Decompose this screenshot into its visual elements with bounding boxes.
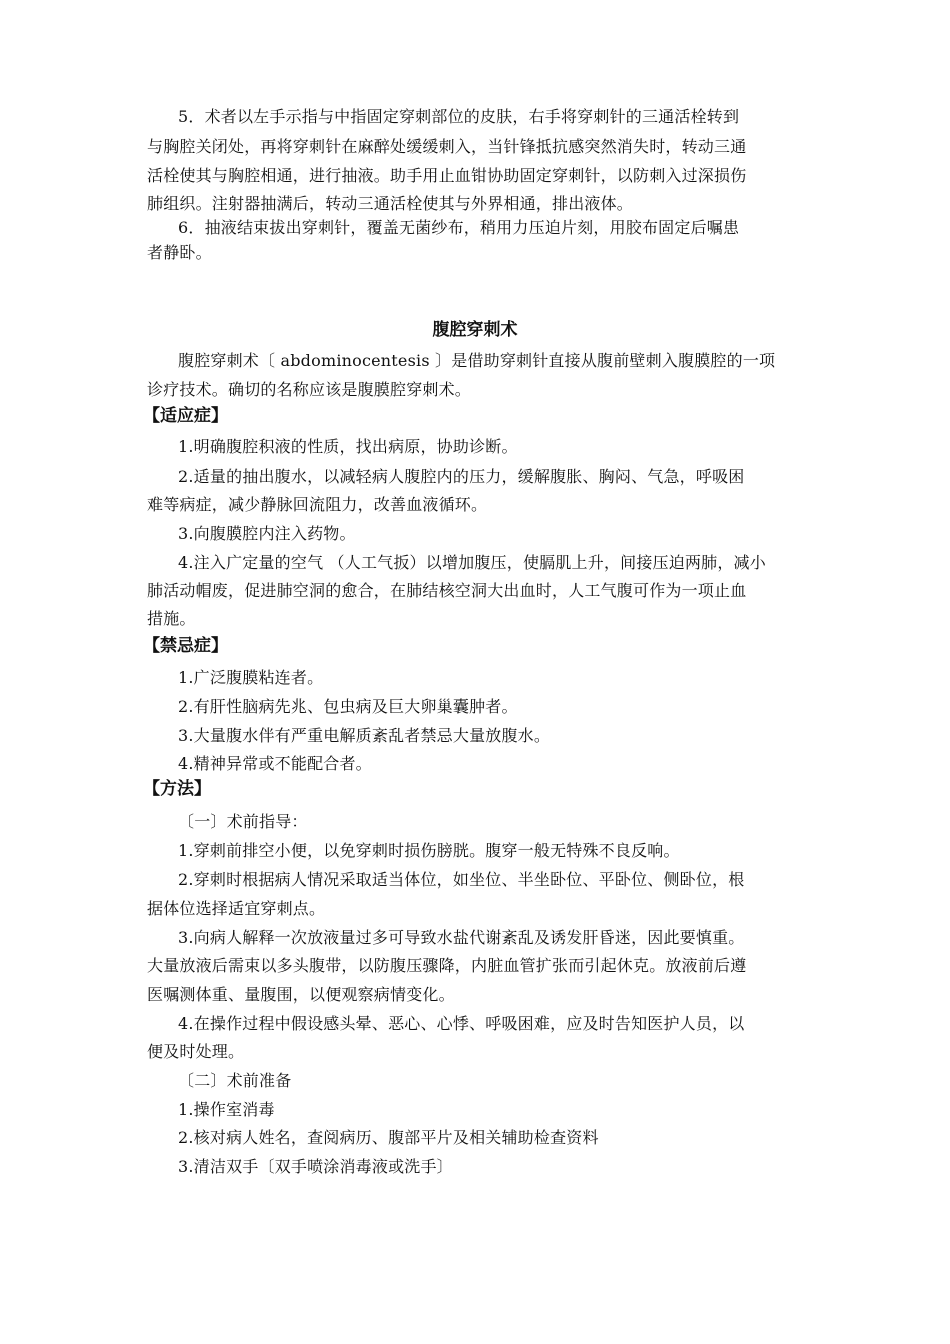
subheading: 〔二〕术前准备 (178, 1071, 292, 1090)
subheading: 〔一〕术前指导： (178, 812, 308, 831)
list-item: 2.有肝性脑病先兆、包虫病及巨大卵巢囊肿者。 (178, 697, 518, 716)
paragraph-line: 活栓使其与胸腔相通，进行抽液。助手用止血钳协助固定穿刺针，以防刺入过深损伤 (147, 166, 747, 185)
method-heading: 【方法】 (143, 779, 211, 799)
list-item-continuation: 难等病症，减少静脉回流阻力，改善血液循环。 (147, 495, 488, 514)
list-item: 1.明确腹腔积液的性质，找出病原，协助诊断。 (178, 437, 518, 456)
paragraph-line: 肺组织。注射器抽满后，转动三通活栓使其与外界相通，排出液体。 (147, 194, 634, 213)
list-item-continuation: 便及时处理。 (147, 1042, 245, 1061)
paragraph-line: 与胸腔关闭处，再将穿刺针在麻醉处缓缓刺入，当针锋抵抗感突然消失时，转动三通 (147, 137, 747, 156)
list-item: 3.清洁双手〔双手喷涂消毒液或洗手〕 (178, 1157, 453, 1176)
list-item: 1.广泛腹膜粘连者。 (178, 668, 324, 687)
list-item: 4.在操作过程中假设感头晕、恶心、心悸、呼吸困难，应及时告知医护人员，以 (178, 1014, 745, 1033)
list-item: 3.向腹膜腔内注入药物。 (178, 524, 356, 543)
paragraph-line: 5．术者以左手示指与中指固定穿刺部位的皮肤，右手将穿刺针的三通活栓转到 (178, 107, 740, 126)
list-item: 3.向病人解释一次放液量过多可导致水盐代谢紊乱及诱发肝昏迷，因此要慎重。 (178, 928, 745, 947)
paragraph-line: 者静卧。 (147, 243, 212, 262)
list-item: 4.注入广定量的空气 （人工气扳）以增加腹压，使膈肌上升，间接压迫两肺，减小 (178, 553, 766, 572)
list-item-continuation: 措施。 (147, 609, 196, 628)
list-item: 2.核对病人姓名，查阅病历、腹部平片及相关辅助检查资料 (178, 1128, 599, 1147)
list-item-continuation: 医嘱测体重、量腹围，以便观察病情变化。 (147, 985, 455, 1004)
list-item: 1.操作室消毒 (178, 1100, 275, 1119)
intro-line: 诊疗技术。确切的名称应该是腹膜腔穿刺术。 (147, 380, 472, 399)
list-item-continuation: 据体位选择适宜穿刺点。 (147, 899, 326, 918)
list-item-continuation: 肺活动帽废，促进肺空洞的愈合，在肺结核空洞大出血时，人工气腹可作为一项止血 (147, 581, 747, 600)
intro-line: 腹腔穿刺术〔 abdominocentesis 〕是借助穿刺针直接从腹前壁刺入腹膜腔的一项 (178, 351, 776, 370)
paragraph-line: 6．抽液结束拔出穿刺针，覆盖无菌纱布，稍用力压迫片刻，用胶布固定后嘱患 (178, 218, 740, 237)
indications-heading: 【适应症】 (143, 406, 228, 426)
section-title: 腹腔穿刺术 (432, 320, 518, 340)
list-item: 2.适量的抽出腹水，以减轻病人腹腔内的压力，缓解腹胀、胸闷、气急，呼吸困 (178, 467, 745, 486)
contraindications-heading: 【禁忌症】 (143, 636, 228, 656)
list-item-continuation: 大量放液后需束以多头腹带，以防腹压骤降，内脏血管扩张而引起休克。放液前后遵 (147, 956, 747, 975)
list-item: 2.穿刺时根据病人情况采取适当体位，如坐位、半坐卧位、平卧位、侧卧位，根 (178, 870, 745, 889)
list-item: 1.穿刺前排空小便，以免穿刺时损伤膀胱。腹穿一般无特殊不良反响。 (178, 841, 680, 860)
list-item: 3.大量腹水伴有严重电解质紊乱者禁忌大量放腹水。 (178, 726, 551, 745)
list-item: 4.精神异常或不能配合者。 (178, 754, 372, 773)
